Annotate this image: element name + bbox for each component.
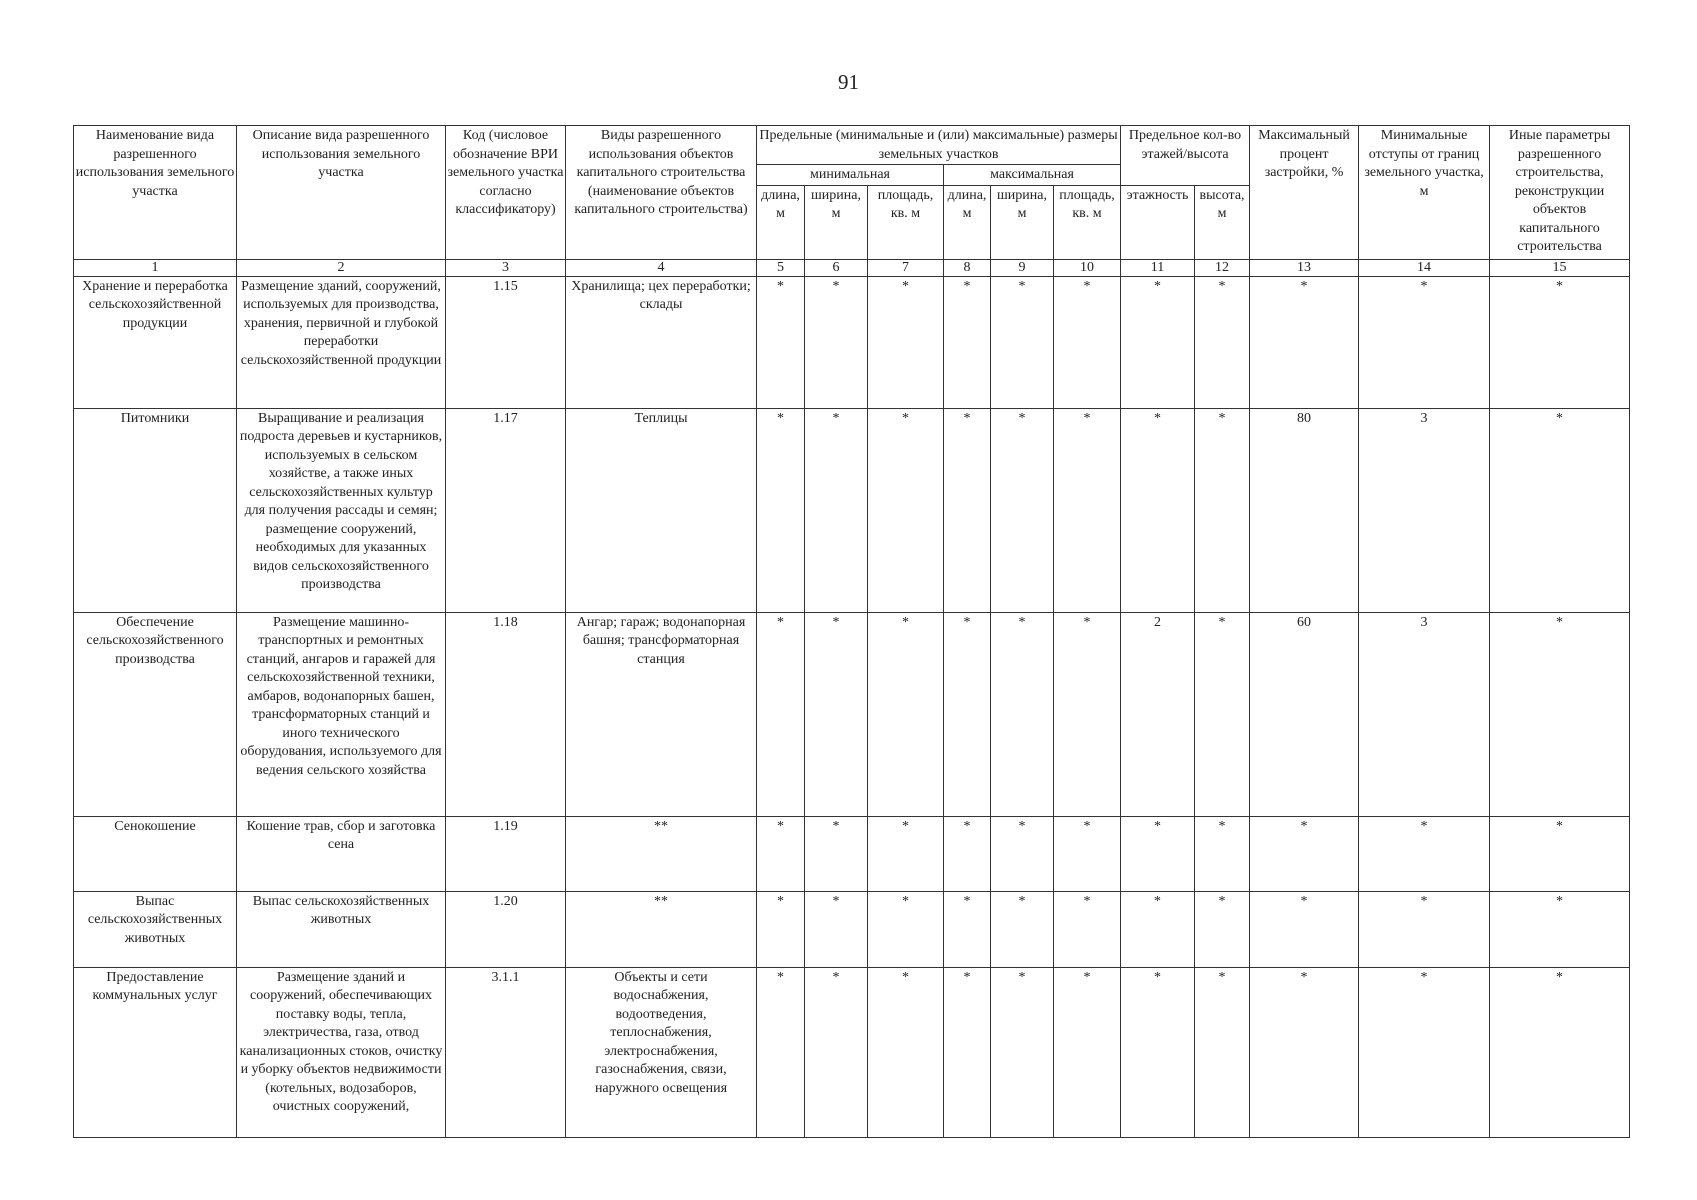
column-number: 2 <box>237 259 446 276</box>
floors-value: * <box>1121 967 1195 1137</box>
column-number: 5 <box>757 259 805 276</box>
header-maximum-group: максимальная <box>944 165 1121 186</box>
column-number: 15 <box>1490 259 1630 276</box>
land-use-description: Выпас сельскохозяйственных животных <box>237 891 446 967</box>
min-area-value: * <box>868 408 944 612</box>
height-value: * <box>1195 408 1250 612</box>
land-use-name: Обеспечение сельскохозяйственного производства <box>74 612 237 816</box>
land-use-description: Кошение трав, сбор и заготовка сена <box>237 816 446 891</box>
header-plot-size-limits: Предельные (минимальные и (или) максимальные) размеры земельных участков <box>757 126 1121 165</box>
capital-objects: Ангар; гараж; водонапорная башня; трансформаторная станция <box>566 612 757 816</box>
column-number: 6 <box>805 259 868 276</box>
min-length-value: * <box>757 891 805 967</box>
max-length-value: * <box>944 816 991 891</box>
column-number: 14 <box>1359 259 1490 276</box>
min-area-value: * <box>868 816 944 891</box>
max-width-value: * <box>991 816 1054 891</box>
other-parameters-value: * <box>1490 967 1630 1137</box>
floors-value: * <box>1121 891 1195 967</box>
floors-value: 2 <box>1121 612 1195 816</box>
column-number: 9 <box>991 259 1054 276</box>
other-parameters-value: * <box>1490 891 1630 967</box>
header-max-area: площадь, кв. м <box>1054 185 1121 259</box>
max-coverage-value: 80 <box>1250 408 1359 612</box>
header-floors-height-limits: Предельное кол-во этажей/высота <box>1121 126 1250 186</box>
land-use-description: Выращивание и реализация подроста деревьев и кустарников, используемых в сельском хозяйстве, а также иных сельскохозяйственных культур для получения рассады и семян; размещение сооружений, необходимых для указанных видов сельскохозяйственного производства <box>237 408 446 612</box>
height-value: * <box>1195 816 1250 891</box>
max-length-value: * <box>944 276 991 408</box>
height-value: * <box>1195 276 1250 408</box>
column-number: 8 <box>944 259 991 276</box>
table-row <box>74 816 1630 891</box>
header-height: высота, м <box>1195 185 1250 259</box>
height-value: * <box>1195 967 1250 1137</box>
table-row <box>74 612 1630 816</box>
column-number: 1 <box>74 259 237 276</box>
height-value: * <box>1195 612 1250 816</box>
land-use-code: 1.20 <box>446 891 566 967</box>
header-land-use-code: Код (числовое обозначение ВРИ земельного участка согласно классификатору) <box>446 126 566 260</box>
header-min-length: длина, м <box>757 185 805 259</box>
land-use-name: Предоставление коммунальных услуг <box>74 967 237 1137</box>
min-width-value: * <box>805 408 868 612</box>
min-setback-value: 3 <box>1359 612 1490 816</box>
capital-objects: Объекты и сети водоснабжения, водоотведения, теплоснабжения, электроснабжения, газоснабжения, связи, наружного освещения <box>566 967 757 1137</box>
min-setback-value: * <box>1359 276 1490 408</box>
column-number: 10 <box>1054 259 1121 276</box>
floors-value: * <box>1121 408 1195 612</box>
land-use-code: 1.17 <box>446 408 566 612</box>
max-length-value: * <box>944 408 991 612</box>
column-number: 12 <box>1195 259 1250 276</box>
header-max-width: ширина, м <box>991 185 1054 259</box>
max-area-value: * <box>1054 816 1121 891</box>
max-area-value: * <box>1054 891 1121 967</box>
min-setback-value: * <box>1359 891 1490 967</box>
column-number: 13 <box>1250 259 1359 276</box>
capital-objects: Хранилища; цех переработки; склады <box>566 276 757 408</box>
max-length-value: * <box>944 612 991 816</box>
min-width-value: * <box>805 612 868 816</box>
other-parameters-value: * <box>1490 612 1630 816</box>
land-use-description: Размещение зданий и сооружений, обеспечивающих поставку воды, тепла, электричества, газа, отвод канализационных стоков, очистку и уборку объектов недвижимости (котельных, водозаборов, очистных сооружений, <box>237 967 446 1137</box>
max-area-value: * <box>1054 408 1121 612</box>
min-area-value: * <box>868 967 944 1137</box>
column-number: 11 <box>1121 259 1195 276</box>
max-width-value: * <box>991 612 1054 816</box>
land-use-code: 1.19 <box>446 816 566 891</box>
max-coverage-value: * <box>1250 276 1359 408</box>
max-coverage-value: * <box>1250 891 1359 967</box>
capital-objects: Теплицы <box>566 408 757 612</box>
min-length-value: * <box>757 612 805 816</box>
table-row <box>74 276 1630 408</box>
min-area-value: * <box>868 276 944 408</box>
min-length-value: * <box>757 816 805 891</box>
height-value: * <box>1195 891 1250 967</box>
max-coverage-value: * <box>1250 816 1359 891</box>
other-parameters-value: * <box>1490 816 1630 891</box>
max-length-value: * <box>944 967 991 1137</box>
header-other-parameters: Иные параметры разрешенного строительства, реконструкции объектов капитального строительства <box>1490 126 1630 260</box>
min-width-value: * <box>805 276 868 408</box>
table-row <box>74 891 1630 967</box>
min-setback-value: 3 <box>1359 408 1490 612</box>
min-setback-value: * <box>1359 967 1490 1137</box>
header-floors: этажность <box>1121 185 1195 259</box>
min-width-value: * <box>805 967 868 1137</box>
max-area-value: * <box>1054 612 1121 816</box>
min-length-value: * <box>757 276 805 408</box>
max-width-value: * <box>991 276 1054 408</box>
land-use-description: Размещение машинно-транспортных и ремонтных станций, ангаров и гаражей для сельскохозяйственной техники, амбаров, водонапорных башен, трансформаторных станций и иного технического оборудования, используемого для ведения сельского хозяйства <box>237 612 446 816</box>
max-coverage-value: 60 <box>1250 612 1359 816</box>
floors-value: * <box>1121 276 1195 408</box>
header-max-length: длина, м <box>944 185 991 259</box>
min-width-value: * <box>805 816 868 891</box>
land-use-description: Размещение зданий, сооружений, используемых для производства, хранения, первичной и глубокой переработки сельскохозяйственной продукции <box>237 276 446 408</box>
max-area-value: * <box>1054 276 1121 408</box>
table-row <box>74 967 1630 1137</box>
land-use-name: Выпас сельскохозяйственных животных <box>74 891 237 967</box>
column-number: 3 <box>446 259 566 276</box>
land-use-table <box>73 125 1630 1138</box>
max-width-value: * <box>991 408 1054 612</box>
max-area-value: * <box>1054 967 1121 1137</box>
other-parameters-value: * <box>1490 276 1630 408</box>
land-use-code: 1.15 <box>446 276 566 408</box>
min-area-value: * <box>868 891 944 967</box>
header-max-coverage: Максимальный процент застройки, % <box>1250 126 1359 260</box>
land-use-name: Сенокошение <box>74 816 237 891</box>
other-parameters-value: * <box>1490 408 1630 612</box>
header-land-use-name: Наименование вида разрешенного использования земельного участка <box>74 126 237 260</box>
header-min-setbacks: Минимальные отступы от границ земельного участка, м <box>1359 126 1490 260</box>
max-width-value: * <box>991 891 1054 967</box>
max-length-value: * <box>944 891 991 967</box>
min-setback-value: * <box>1359 816 1490 891</box>
min-width-value: * <box>805 891 868 967</box>
capital-objects: ** <box>566 891 757 967</box>
land-use-code: 3.1.1 <box>446 967 566 1137</box>
capital-objects: ** <box>566 816 757 891</box>
header-land-use-description: Описание вида разрешенного использования земельного участка <box>237 126 446 260</box>
column-number: 4 <box>566 259 757 276</box>
header-minimum-group: минимальная <box>757 165 944 186</box>
max-width-value: * <box>991 967 1054 1137</box>
max-coverage-value: * <box>1250 967 1359 1137</box>
header-capital-objects: Виды разрешенного использования объектов капитального строительства (наименование объектов капитального строительства) <box>566 126 757 260</box>
min-length-value: * <box>757 408 805 612</box>
min-length-value: * <box>757 967 805 1137</box>
page-number: 91 <box>838 70 859 94</box>
min-area-value: * <box>868 612 944 816</box>
land-use-code: 1.18 <box>446 612 566 816</box>
header-min-area: площадь, кв. м <box>868 185 944 259</box>
header-min-width: ширина, м <box>805 185 868 259</box>
floors-value: * <box>1121 816 1195 891</box>
column-number: 7 <box>868 259 944 276</box>
land-use-name: Питомники <box>74 408 237 612</box>
table-row <box>74 408 1630 612</box>
land-use-name: Хранение и переработка сельскохозяйственной продукции <box>74 276 237 408</box>
